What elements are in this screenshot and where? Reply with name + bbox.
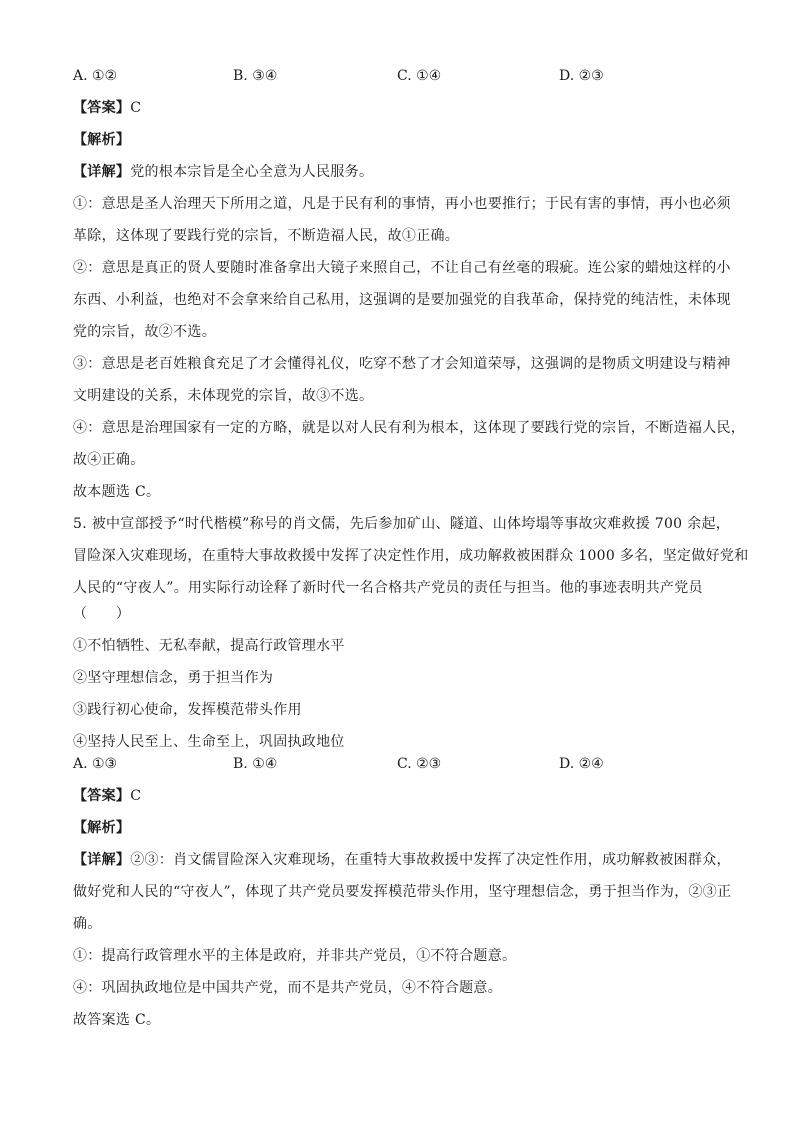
q4-line: 东西、小利益，也绝对不会拿来给自己私用，这强调的是要加强党的自我革命，保持党的纯洁性，未体现 — [73, 292, 731, 308]
q5-detail-tag: 【详解】 — [73, 852, 131, 868]
q5-answer-tag: 【答案】 — [73, 788, 131, 804]
q4-line: ④：意思是治理国家有一定的方略，就是以对人民有利为根本，这体现了要践行党的宗旨，不断造福人民， — [73, 420, 746, 436]
q5-answer-value: C — [130, 788, 142, 804]
q5-statement: ①不怕牺牲、无私奉献，提高行政管理水平 — [73, 638, 345, 654]
q4-line: 文明建设的关系，未体现党的宗旨，故③不选。 — [73, 388, 374, 404]
q4-detail-text: 党的根本宗旨是全心全意为人民服务。 — [130, 164, 374, 180]
q5-option-b: B. ①④ — [233, 756, 278, 772]
q5-option-d: D. ②④ — [559, 756, 604, 772]
q5-stem-blank: （ ） — [73, 606, 131, 622]
q4-option-b: B. ③④ — [233, 68, 278, 84]
q4-line: 党的宗旨，故②不选。 — [73, 324, 216, 340]
q5-statement: ②坚守理想信念，勇于担当作为 — [73, 670, 274, 686]
q5-detail-line: 做好党和人民的“守夜人”，体现了共产党员要发挥模范带头作用，坚守理想信念，勇于担当作为，②③正 — [73, 884, 732, 900]
q4-detail-tag: 【详解】 — [73, 164, 131, 180]
q4-analysis-tag: 【解析】 — [73, 132, 131, 148]
q5-detail — [73, 850, 733, 870]
q5-statement: ③践行初心使命，发挥模范带头作用 — [73, 702, 302, 718]
q4-line: ②：意思是真正的贤人要随时准备拿出大镜子来照自己，不让自己有丝毫的瑕疵。连公家的蜡烛这样的小 — [73, 260, 731, 276]
q4-option-a: A. ①② — [73, 68, 118, 84]
q5-stem-line: 人民的“守夜人”。用实际行动诠释了新时代一名合格共产党员的责任与担当。他的事迹表明共产党员 — [73, 580, 703, 596]
q4-line: ①：意思是圣人治理天下所用之道，凡是于民有利的事情，再小也要推行；于民有害的事情，再小也必须 — [73, 196, 731, 212]
q4-option-c: C. ①④ — [397, 68, 442, 84]
q4-answer — [73, 98, 733, 118]
q4-detail — [73, 162, 733, 182]
q4-line: ③：意思是老百姓粮食充足了才会懂得礼仪，吃穿不愁了才会知道荣辱，这强调的是物质文明建设与精神 — [73, 356, 731, 372]
q5-detail-line: 确。 — [73, 916, 102, 932]
q5-line: ④：巩固执政地位是中国共产党，而不是共产党员，④不符合题意。 — [73, 980, 502, 996]
q4-option-d: D. ②③ — [559, 68, 604, 84]
q5-statement: ④坚持人民至上、生命至上，巩固执政地位 — [73, 734, 345, 750]
q5-stem-line: 冒险深入灾难现场，在重特大事故救援中发挥了决定性作用，成功解救被困群众 1000 多名，坚定做好党和 — [73, 548, 749, 564]
q5-analysis-tag: 【解析】 — [73, 820, 131, 836]
q4-line: 故④正确。 — [73, 452, 145, 468]
q5-detail-text: ②③：肖文儒冒险深入灾难现场，在重特大事故救援中发挥了决定性作用，成功解救被困群众， — [130, 852, 731, 868]
q5-option-c: C. ②③ — [397, 756, 442, 772]
q4-conclusion: 故本题选 C。 — [73, 484, 161, 500]
q4-line: 革除，这体现了要践行党的宗旨，不断造福人民，故①正确。 — [73, 228, 460, 244]
q5-line: ①：提高行政管理水平的主体是政府，并非共产党员，①不符合题意。 — [73, 948, 517, 964]
q5-option-a: A. ①③ — [73, 756, 118, 772]
q5-stem-line: 5. 被中宣部授予“时代楷模”称号的肖文儒，先后参加矿山、隧道、山体垮塌等事故灾难救援 700 余起， — [73, 516, 731, 532]
q5-answer — [73, 786, 733, 806]
q4-answer-tag: 【答案】 — [73, 100, 131, 116]
q4-answer-value: C — [130, 100, 142, 116]
q5-conclusion: 故答案选 C。 — [73, 1012, 161, 1028]
